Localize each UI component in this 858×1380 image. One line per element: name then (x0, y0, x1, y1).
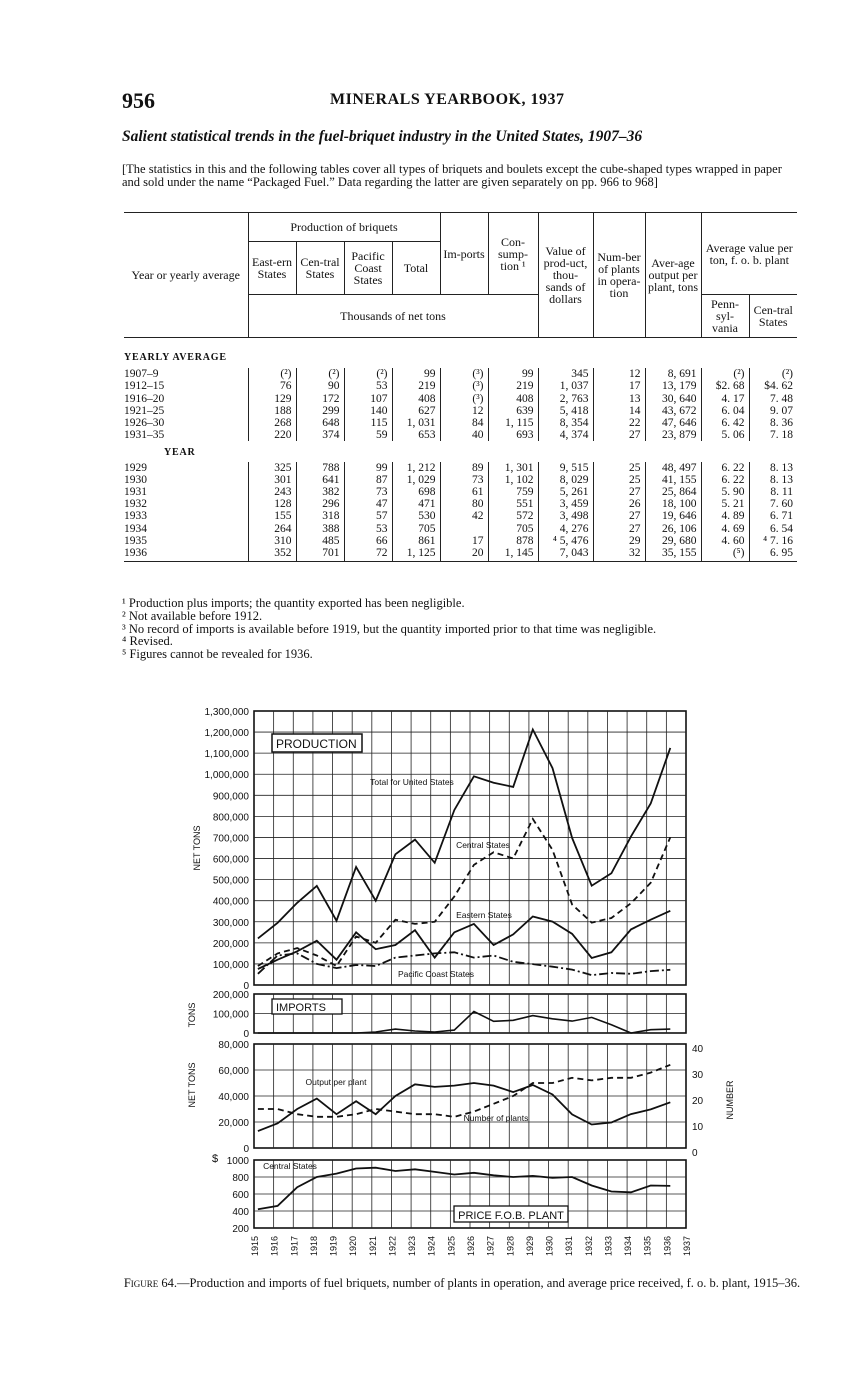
y-tick-label: 500,000 (212, 875, 249, 887)
table-cell: 27 (593, 429, 645, 441)
running-head: MINERALS YEARBOOK, 1937 (330, 91, 565, 108)
table-cell: 73 (440, 474, 488, 486)
col-header-pacific: Pacific Coast States (344, 242, 392, 295)
x-tick-label: 1923 (407, 1236, 418, 1257)
table-cell: 653 (392, 429, 440, 441)
imports-title: IMPORTS (276, 1002, 326, 1014)
total-series-label: Total for United States (370, 777, 454, 787)
units-label: Thousands of net tons (248, 295, 538, 338)
central-series-label: Central States (456, 840, 510, 850)
x-tick-label: 1920 (348, 1236, 359, 1257)
table-cell: 47, 646 (645, 417, 701, 429)
table-cell: 59 (344, 429, 392, 441)
table-cell: 12 (440, 405, 488, 417)
table-cell: (²) (344, 368, 392, 380)
table-cell: (⁵) (701, 547, 749, 562)
table-cell: 25, 864 (645, 486, 701, 498)
table-cell: 5. 21 (701, 498, 749, 510)
table-cell: 1, 125 (392, 547, 440, 562)
table-cell: 2, 763 (538, 393, 593, 405)
right-y-tick-label: 40 (692, 1044, 704, 1055)
table-cell: 13 (593, 393, 645, 405)
table-cell: 29, 680 (645, 535, 701, 547)
table-cell: 5, 418 (538, 405, 593, 417)
x-tick-label: 1936 (662, 1236, 673, 1257)
row-label: 1932 (124, 498, 147, 511)
table-cell: 80 (440, 498, 488, 510)
price-dollar-label: $ (211, 1153, 219, 1165)
table-cell: 648 (296, 417, 344, 429)
y-tick-label: 800,000 (212, 812, 249, 824)
col-header-production: Production of briquets (248, 213, 440, 242)
table-cell: 264 (248, 523, 296, 535)
plants-right-axis-label: NUMBER (725, 1080, 735, 1120)
table-cell: 1, 301 (488, 462, 538, 474)
table-cell: 53 (344, 380, 392, 392)
table-cell: 27 (593, 523, 645, 535)
x-tick-label: 1926 (466, 1236, 476, 1257)
table-cell: 1, 115 (488, 417, 538, 429)
table-cell: 57 (344, 510, 392, 522)
table-cell: 693 (488, 429, 538, 441)
table-cell: 26 (593, 498, 645, 510)
table-cell: 42 (440, 510, 488, 522)
table-cell: (³) (440, 380, 488, 392)
table-cell: 4. 17 (701, 393, 749, 405)
x-tick-label: 1924 (426, 1236, 437, 1257)
table-cell: 5. 06 (701, 429, 749, 441)
y-tick-label: 1,200,000 (204, 728, 249, 740)
table-cell: 87 (344, 474, 392, 486)
table-cell: 6. 54 (749, 523, 797, 535)
plants-series-label: Number of plants (463, 1113, 529, 1123)
x-tick-label: 1927 (485, 1236, 496, 1257)
table-cell: 301 (248, 474, 296, 486)
y-tick-label: 200,000 (212, 990, 249, 1001)
table-title: Salient statistical trends in the fuel-briquet industry in the United States, 1907–36 (122, 128, 643, 145)
table-cell: 382 (296, 486, 344, 498)
table-cell: 8. 11 (749, 486, 797, 498)
price-title: PRICE F.O.B. PLANT (458, 1210, 564, 1222)
table-cell: 25 (593, 474, 645, 486)
table-cell: 30, 640 (645, 393, 701, 405)
table-cell: (²) (749, 368, 797, 380)
x-tick-label: 1935 (642, 1236, 653, 1257)
table-cell: 128 (248, 498, 296, 510)
x-tick-label: 1916 (269, 1236, 280, 1257)
table-cell: 6. 22 (701, 474, 749, 486)
table-cell: 627 (392, 405, 440, 417)
col-header-central-value: Cen-tral States (749, 295, 797, 338)
table-cell: 8. 13 (749, 462, 797, 474)
table-cell: 471 (392, 498, 440, 510)
y-tick-label: 80,000 (218, 1040, 249, 1051)
table-cell: 705 (392, 523, 440, 535)
table-cell: 18, 100 (645, 498, 701, 510)
table-cell: 345 (538, 368, 593, 380)
table-cell: 220 (248, 429, 296, 441)
y-tick-label: 60,000 (218, 1066, 249, 1077)
y-tick-label: 0 (243, 1029, 249, 1040)
page-number: 956 (122, 88, 155, 113)
table-cell: 296 (296, 498, 344, 510)
y-tick-label: 0 (243, 981, 249, 992)
table-cell: 388 (296, 523, 344, 535)
total-line (258, 730, 670, 939)
table-cell: (³) (440, 393, 488, 405)
table-cell: 299 (296, 405, 344, 417)
table-cell: 243 (248, 486, 296, 498)
table-cell: 641 (296, 474, 344, 486)
table-cell: 22 (593, 417, 645, 429)
row-label: 1926–30 (124, 417, 165, 430)
table-cell: 99 (344, 462, 392, 474)
x-tick-label: 1931 (564, 1236, 575, 1257)
right-y-tick-label: 0 (692, 1148, 698, 1159)
y-tick-label: 1000 (226, 1156, 249, 1167)
table-cell: 1, 029 (392, 474, 440, 486)
table-cell: 66 (344, 535, 392, 547)
table-cell: 61 (440, 486, 488, 498)
table-cell: 4, 276 (538, 523, 593, 535)
y-tick-label: 40,000 (218, 1092, 249, 1103)
col-header-avg-output: Aver-age output per plant, tons (645, 213, 701, 338)
x-tick-label: 1925 (446, 1236, 457, 1257)
table-cell: 29 (593, 535, 645, 547)
table-cell: 408 (488, 393, 538, 405)
table-cell: 76 (248, 380, 296, 392)
table-cell: 572 (488, 510, 538, 522)
x-tick-label: 1930 (544, 1236, 555, 1257)
table-cell: 12 (593, 368, 645, 380)
right-y-tick-label: 20 (692, 1096, 704, 1107)
y-tick-label: 900,000 (212, 791, 249, 803)
table-cell: 408 (392, 393, 440, 405)
table-note: [The statistics in this and the following tables cover all types of briquets and boulets except the cube-shaped types wrapped in paper and sold under the name “Packaged Fuel.” Data regarding the latter are given separately on pp. 966 to 968] (122, 162, 782, 189)
x-tick-label: 1929 (524, 1236, 535, 1257)
y-tick-label: 1,300,000 (204, 707, 249, 718)
x-tick-label: 1921 (367, 1236, 378, 1257)
table-cell: 788 (296, 462, 344, 474)
y-tick-label: 1,000,000 (204, 770, 249, 782)
table-cell: 13, 179 (645, 380, 701, 392)
table-cell: 84 (440, 417, 488, 429)
table-cell: 7. 18 (749, 429, 797, 441)
row-label: 1916–20 (124, 392, 165, 405)
plants-y-axis-label: NET TONS (187, 1062, 197, 1108)
y-tick-label: 400,000 (212, 896, 249, 908)
row-label: 1936 (124, 547, 248, 562)
table-cell: 3, 459 (538, 498, 593, 510)
x-tick-label: 1934 (623, 1236, 634, 1257)
table-cell: 20 (440, 547, 488, 562)
col-header-plants: Num-ber of plants in opera-tion (593, 213, 645, 338)
table-cell: $4. 62 (749, 380, 797, 392)
table-cell: 25 (593, 462, 645, 474)
table-cell: 352 (248, 547, 296, 562)
figure-caption-text: —Production and imports of fuel briquets, number of plants in operation, and average price received, f. o. b. plant, 1915–36. (177, 1276, 801, 1290)
x-tick-label: 1919 (328, 1236, 339, 1257)
table-cell: 155 (248, 510, 296, 522)
output-series-label: Output per plant (305, 1077, 367, 1087)
table-cell: 90 (296, 380, 344, 392)
table-cell: 4. 60 (701, 535, 749, 547)
table-cell: 1, 037 (538, 380, 593, 392)
figure-caption (122, 1276, 802, 1290)
figure-caption-label: Figure 64. (123, 1276, 178, 1290)
number-of-plants-line (258, 1065, 670, 1117)
imports-y-axis-label: TONS (187, 1002, 197, 1028)
table-cell: 7. 48 (749, 393, 797, 405)
table-cell: (²) (248, 368, 296, 380)
section-year: YEAR (164, 447, 196, 459)
table-cell: 27 (593, 510, 645, 522)
table-cell: 48, 497 (645, 462, 701, 474)
table-cell: 27 (593, 486, 645, 498)
table-cell: 35, 155 (645, 547, 701, 562)
y-tick-label: 800 (232, 1173, 249, 1184)
table-cell: 310 (248, 535, 296, 547)
table-cell: 14 (593, 405, 645, 417)
table-cell: 374 (296, 429, 344, 441)
table-cell: 19, 646 (645, 510, 701, 522)
table-cell: 9, 515 (538, 462, 593, 474)
right-y-tick-label: 30 (692, 1070, 704, 1081)
right-y-tick-label: 10 (692, 1122, 704, 1133)
table-cell: 9. 07 (749, 405, 797, 417)
col-header-consumption: Con-sump-tion ¹ (488, 213, 538, 295)
table-cell: 1, 212 (392, 462, 440, 474)
footnote-3: ³ No record of imports is available before 1919, but the quantity imported prior to that time was negligible. (122, 621, 657, 636)
table-cell: ⁴ 5, 476 (538, 535, 593, 547)
table-cell: 53 (344, 523, 392, 535)
table-cell: 639 (488, 405, 538, 417)
price-line (258, 1168, 670, 1210)
table-cell: 23, 879 (645, 429, 701, 441)
eastern-series-label: Eastern States (456, 910, 512, 920)
row-label: 1931–35 (124, 429, 165, 442)
price-series-label: Central States (263, 1161, 317, 1171)
table-cell: 7. 60 (749, 498, 797, 510)
x-tick-label: 1917 (289, 1236, 300, 1257)
table-cell: 115 (344, 417, 392, 429)
table-cell: 40 (440, 429, 488, 441)
table-cell: 17 (593, 380, 645, 392)
x-tick-label: 1932 (583, 1236, 594, 1257)
table-cell: 17 (440, 535, 488, 547)
table-cell: 6. 04 (701, 405, 749, 417)
table-cell: 8, 029 (538, 474, 593, 486)
row-label: 1934 (124, 522, 147, 535)
section-yearly-average: YEARLY AVERAGE (124, 352, 227, 363)
row-label: 1935 (124, 534, 147, 547)
footnote-1: ¹ Production plus imports; the quantity exported has been negligible. (122, 596, 465, 610)
x-tick-label: 1922 (387, 1236, 398, 1257)
table-cell: 759 (488, 486, 538, 498)
production-y-axis-label: NET TONS (192, 825, 202, 871)
table-cell: 5, 261 (538, 486, 593, 498)
col-header-central: Cen-tral States (296, 242, 344, 295)
y-tick-label: 600 (232, 1190, 249, 1201)
table-cell: 8. 13 (749, 474, 797, 486)
x-tick-label: 1928 (505, 1236, 516, 1257)
production-title: PRODUCTION (276, 737, 357, 751)
x-tick-label: 1937 (682, 1236, 692, 1257)
table-cell: (²) (701, 368, 749, 380)
y-tick-label: 100,000 (212, 1009, 249, 1021)
table-cell: 8, 691 (645, 368, 701, 380)
y-tick-label: 200 (232, 1224, 249, 1235)
table-cell: 72 (344, 547, 392, 562)
table-cell: 43, 672 (645, 405, 701, 417)
col-header-total: Total (392, 242, 440, 295)
x-tick-label: 1918 (308, 1236, 319, 1257)
imports-line (258, 1012, 670, 1034)
table-cell: 219 (392, 380, 440, 392)
table-cell: 7, 043 (538, 547, 593, 562)
y-tick-label: 600,000 (212, 854, 249, 866)
y-tick-label: 100,000 (212, 959, 249, 971)
footnote-2: ² Not available before 1912. (122, 608, 263, 623)
y-tick-label: 200,000 (212, 938, 249, 950)
table-cell: 4. 89 (701, 510, 749, 522)
table-cell: 8, 354 (538, 417, 593, 429)
table-cell: 41, 155 (645, 474, 701, 486)
row-label: 1929 (124, 461, 147, 474)
table-cell: 6. 95 (749, 547, 797, 562)
footnote-5: ⁵ Figures cannot be revealed for 1936. (122, 647, 313, 662)
col-header-value: Value of prod-uct, thou-sands of dollars (538, 213, 593, 338)
table-cell: 129 (248, 393, 296, 405)
table-cell: 26, 106 (645, 523, 701, 535)
col-header-avg-value: Average value per ton, f. o. b. plant (701, 213, 797, 295)
table-cell: 878 (488, 535, 538, 547)
x-tick-label: 1933 (603, 1236, 614, 1257)
table-cell: 140 (344, 405, 392, 417)
table-cell: $2. 68 (701, 380, 749, 392)
table-cell: 861 (392, 535, 440, 547)
col-header-eastern: East-ern States (248, 242, 296, 295)
table-cell: 5. 90 (701, 486, 749, 498)
table-cell: 1, 031 (392, 417, 440, 429)
table-cell: (³) (440, 368, 488, 380)
table-cell: 6. 71 (749, 510, 797, 522)
table-cell: 4, 374 (538, 429, 593, 441)
table-cell: 551 (488, 498, 538, 510)
row-label: 1912–15 (124, 380, 165, 393)
table-cell: 89 (440, 462, 488, 474)
table-cell: 705 (488, 523, 538, 535)
table-cell: 318 (296, 510, 344, 522)
table-cell: 47 (344, 498, 392, 510)
table-cell: 6. 42 (701, 417, 749, 429)
table-cell: 485 (296, 535, 344, 547)
col-header-penn: Penn-syl-vania (701, 295, 749, 338)
col-header-imports: Im-ports (440, 213, 488, 295)
row-label: 1933 (124, 510, 147, 523)
table-cell: 99 (488, 368, 538, 380)
table-cell: 73 (344, 486, 392, 498)
table-cell: (²) (296, 368, 344, 380)
table-cell: 1, 102 (488, 474, 538, 486)
table-cell: 219 (488, 380, 538, 392)
table-cell: 172 (296, 393, 344, 405)
y-tick-label: 1,100,000 (204, 749, 249, 761)
table-cell: 32 (593, 547, 645, 562)
y-tick-label: 700,000 (212, 833, 249, 845)
output-per-plant-line (258, 1083, 670, 1131)
table-cell: 530 (392, 510, 440, 522)
table-cell: 99 (392, 368, 440, 380)
table-cell: 268 (248, 417, 296, 429)
row-label: 1930 (124, 473, 147, 486)
table-cell: 188 (248, 405, 296, 417)
y-tick-label: 0 (243, 1144, 249, 1155)
table-cell: 107 (344, 393, 392, 405)
table-cell: 325 (248, 462, 296, 474)
table-cell: 4. 69 (701, 523, 749, 535)
table-cell: 8. 36 (749, 417, 797, 429)
row-label: 1931 (124, 486, 147, 499)
table-cell: 3, 498 (538, 510, 593, 522)
col-header-year: Year or yearly average (124, 213, 248, 338)
table-cell: 698 (392, 486, 440, 498)
y-tick-label: 20,000 (218, 1118, 249, 1129)
footnote-4: ⁴ Revised. (122, 634, 173, 649)
table-cell: 6. 22 (701, 462, 749, 474)
table-cell: 1, 145 (488, 547, 538, 562)
y-tick-label: 300,000 (212, 917, 249, 929)
row-label: 1921–25 (124, 404, 165, 417)
row-label: 1907–9 (124, 368, 159, 381)
table-cell: ⁴ 7. 16 (749, 535, 797, 547)
table-cell: 701 (296, 547, 344, 562)
y-tick-label: 400 (232, 1207, 249, 1218)
pacific-series-label: Pacific Coast States (397, 969, 475, 979)
x-tick-label: 1915 (250, 1236, 260, 1257)
